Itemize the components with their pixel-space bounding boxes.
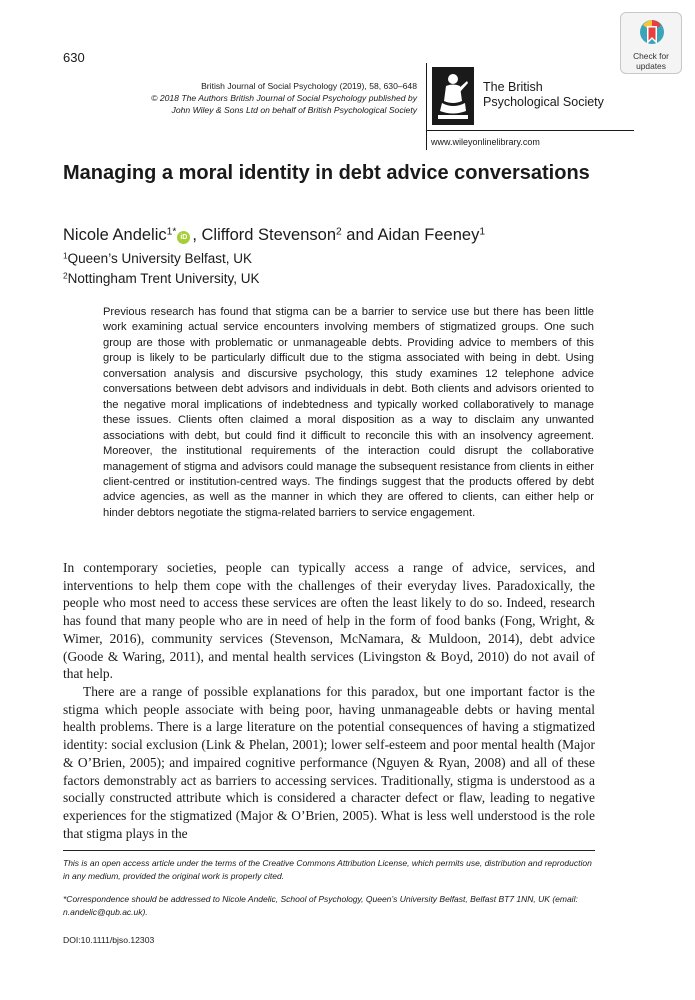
header-divider-vertical [426, 63, 427, 150]
bps-logo-icon [432, 67, 474, 125]
copyright-line: © 2018 The Authors British Journal of Social Psychology published by [151, 93, 417, 103]
affiliation-marker: 2 [63, 270, 68, 281]
author-separator: and [341, 226, 378, 244]
author-affiliation-marker: 1* [166, 226, 177, 238]
journal-citation [117, 80, 417, 116]
author-list [63, 226, 485, 245]
author-affiliation-marker: 2 [336, 226, 342, 238]
author-name: Nicole Andelic [63, 226, 167, 244]
body-paragraph: There are a range of possible explanations for this paradox, but one important factor is the stigma which people associate with being poor, having unmanageable debts or having mental health problems. There is a large literature on the potential consequences of having a stigmatized identity: social exclusion (Link & Phelan, 2001); lower self-esteem and poor mental health (Major & O’Brien, 2005); and impaired cognitive performance (Nguyen & Ryan, 2008) and all of these factors demonstrably act as barriers to accessing services. Traditionally, stigma is understood as a socially constructed attribute which is considered a character defect or flaw, leading to negative experiences for the stigmatized (Major & O’Brien, 2005). What is less well understood is the role that stigma plays in the [63, 684, 595, 841]
author-affiliation-marker: 1 [479, 226, 486, 238]
footnote-divider [63, 850, 595, 851]
check-for-updates-button[interactable] [620, 12, 682, 74]
author-name: Aidan Feeney [377, 226, 480, 244]
article-title: Managing a moral identity in debt advice conversations [63, 162, 590, 184]
check-updates-label: Check for [633, 51, 669, 61]
author-name: Clifford Stevenson [201, 226, 337, 244]
author-separator: , [192, 226, 202, 244]
body-paragraph: In contemporary societies, people can typically access a range of advice, services, and interventions to help them cope with the challenges of their everyday lives. Paradoxically, the people who most need to access these services are often the least likely to do so. Indeed, research has found that many people who are in need of help in the form of food banks (Fong, Wright, & Wimer, 2016), community services (Stevenson, McNamara, & Muldoon, 2014), debt advice (Goode & Waring, 2011), and mental health services (Livingston & Boyd, 2010) do not avail of that help. [63, 560, 595, 682]
check-updates-label: updates [636, 61, 666, 71]
license-footnote: This is an open access article under the terms of the Creative Commons Attribution License, which permits use, distribution and reproduction in any medium, provided the original work is properly cited. [63, 858, 592, 881]
society-name-line: Psychological Society [483, 95, 604, 109]
abstract: Previous research has found that stigma can be a barrier to service use but there has been little work examining actual service encounters involving members of stigmatized groups. One such group are those with problematic or unmanageable debts. Providing advice to members of this group is likely to be particularly difficult due to the stigma associated with being in debt. Using conversation analysis and discursive psychology, this study examines 12 telephone advice conversations between debt advisors and individuals in debt. Both clients and advisors oriented to the negative moral implications of indebtedness and typically worked collaboratively to manage these issues. Clients often claimed a moral disposition as a way to disclaim any unwanted associations with debt, but could find it difficult to reconcile this with an insolvency agreement. Moreover, the institutional requirements of the interaction could disrupt the collaborative management of stigma and advisors could manage the subsequent resistance from clients in either client-centred or institution-centred ways. The findings suggest that the products offered by debt advice agencies, as well as the manner in which they are offered to clients, can either help or hinder debtors negotiate the stigma-related barriers to service engagement. [103, 306, 594, 519]
affiliation [63, 251, 252, 266]
affiliation [63, 271, 259, 286]
page-number: 630 [63, 50, 85, 65]
correspondence-footnote: *Correspondence should be addressed to Nicole Andelic, School of Psychology, Queen’s University Belfast, Belfast BT7 1NN, UK (email: n.andelic@qub.ac.uk). [63, 894, 578, 917]
publisher-line: John Wiley & Sons Ltd on behalf of British Psychological Society [171, 105, 417, 115]
orcid-icon[interactable]: iD [177, 231, 190, 244]
affiliation-text: Nottingham Trent University, UK [67, 271, 260, 286]
journal-citation-line: British Journal of Social Psychology (2019), 58, 630–648 [201, 81, 417, 91]
doi[interactable]: DOI:10.1111/bjso.12303 [63, 935, 155, 945]
society-name-line: The British [483, 80, 543, 94]
crossmark-icon [639, 19, 665, 49]
society-name [483, 80, 604, 110]
header-divider-horizontal [426, 130, 634, 131]
affiliation-text: Queen’s University Belfast, UK [67, 251, 252, 266]
website-link[interactable]: www.wileyonlinelibrary.com [431, 137, 540, 147]
affiliation-marker: 1 [63, 250, 68, 261]
